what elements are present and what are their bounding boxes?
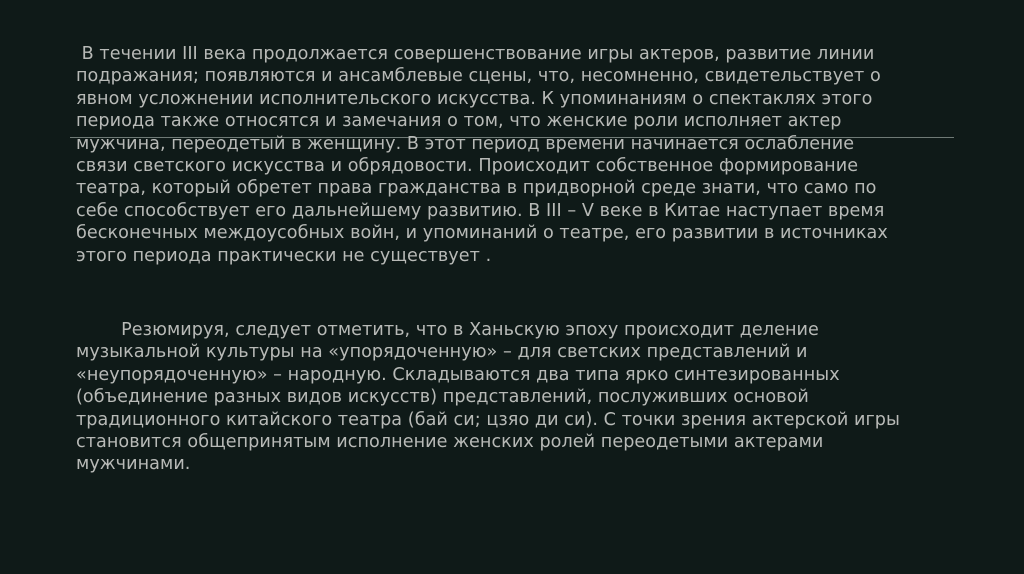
paragraph-2: Резюмируя, следует отметить, что в Ханьскую эпоху происходит деление музыкальной культуры на «упорядоченную» – для светских представлений и «неупорядоченную» – народную. Складываются два типа ярко синтезированных (объединение разных видов искусств) представлений, послуживших основой традиционного китайского театра (бай си; цзяо ди си). С точки зрения актерской игры становится общепринятым исполнение женских ролей переодетыми актерами мужчинами. (76, 320, 900, 475)
paragraph-1: В течении III века продолжается совершенствование игры актеров, развитие линии подражания; появляются и ансамблевые сцены, что, несомненно, свидетельствует о явном усложнении исполнительского искусства. К упоминаниям о спектаклях этого периода также относятся и замечания о том, что женские роли исполняет актер мужчина, переодетый в женщину. В этот период времени начинается ослабление связи светского искусства и обрядовости. Происходит собственное формирование театра, который обретет права гражданства в придворной среде знати, что само по себе способствует его дальнейшему развитию. В III – V веке в Китае наступает время бесконечных междоусобных войн, и упоминаний о театре, его развитии в источниках этого периода практически не существует . (76, 44, 888, 266)
